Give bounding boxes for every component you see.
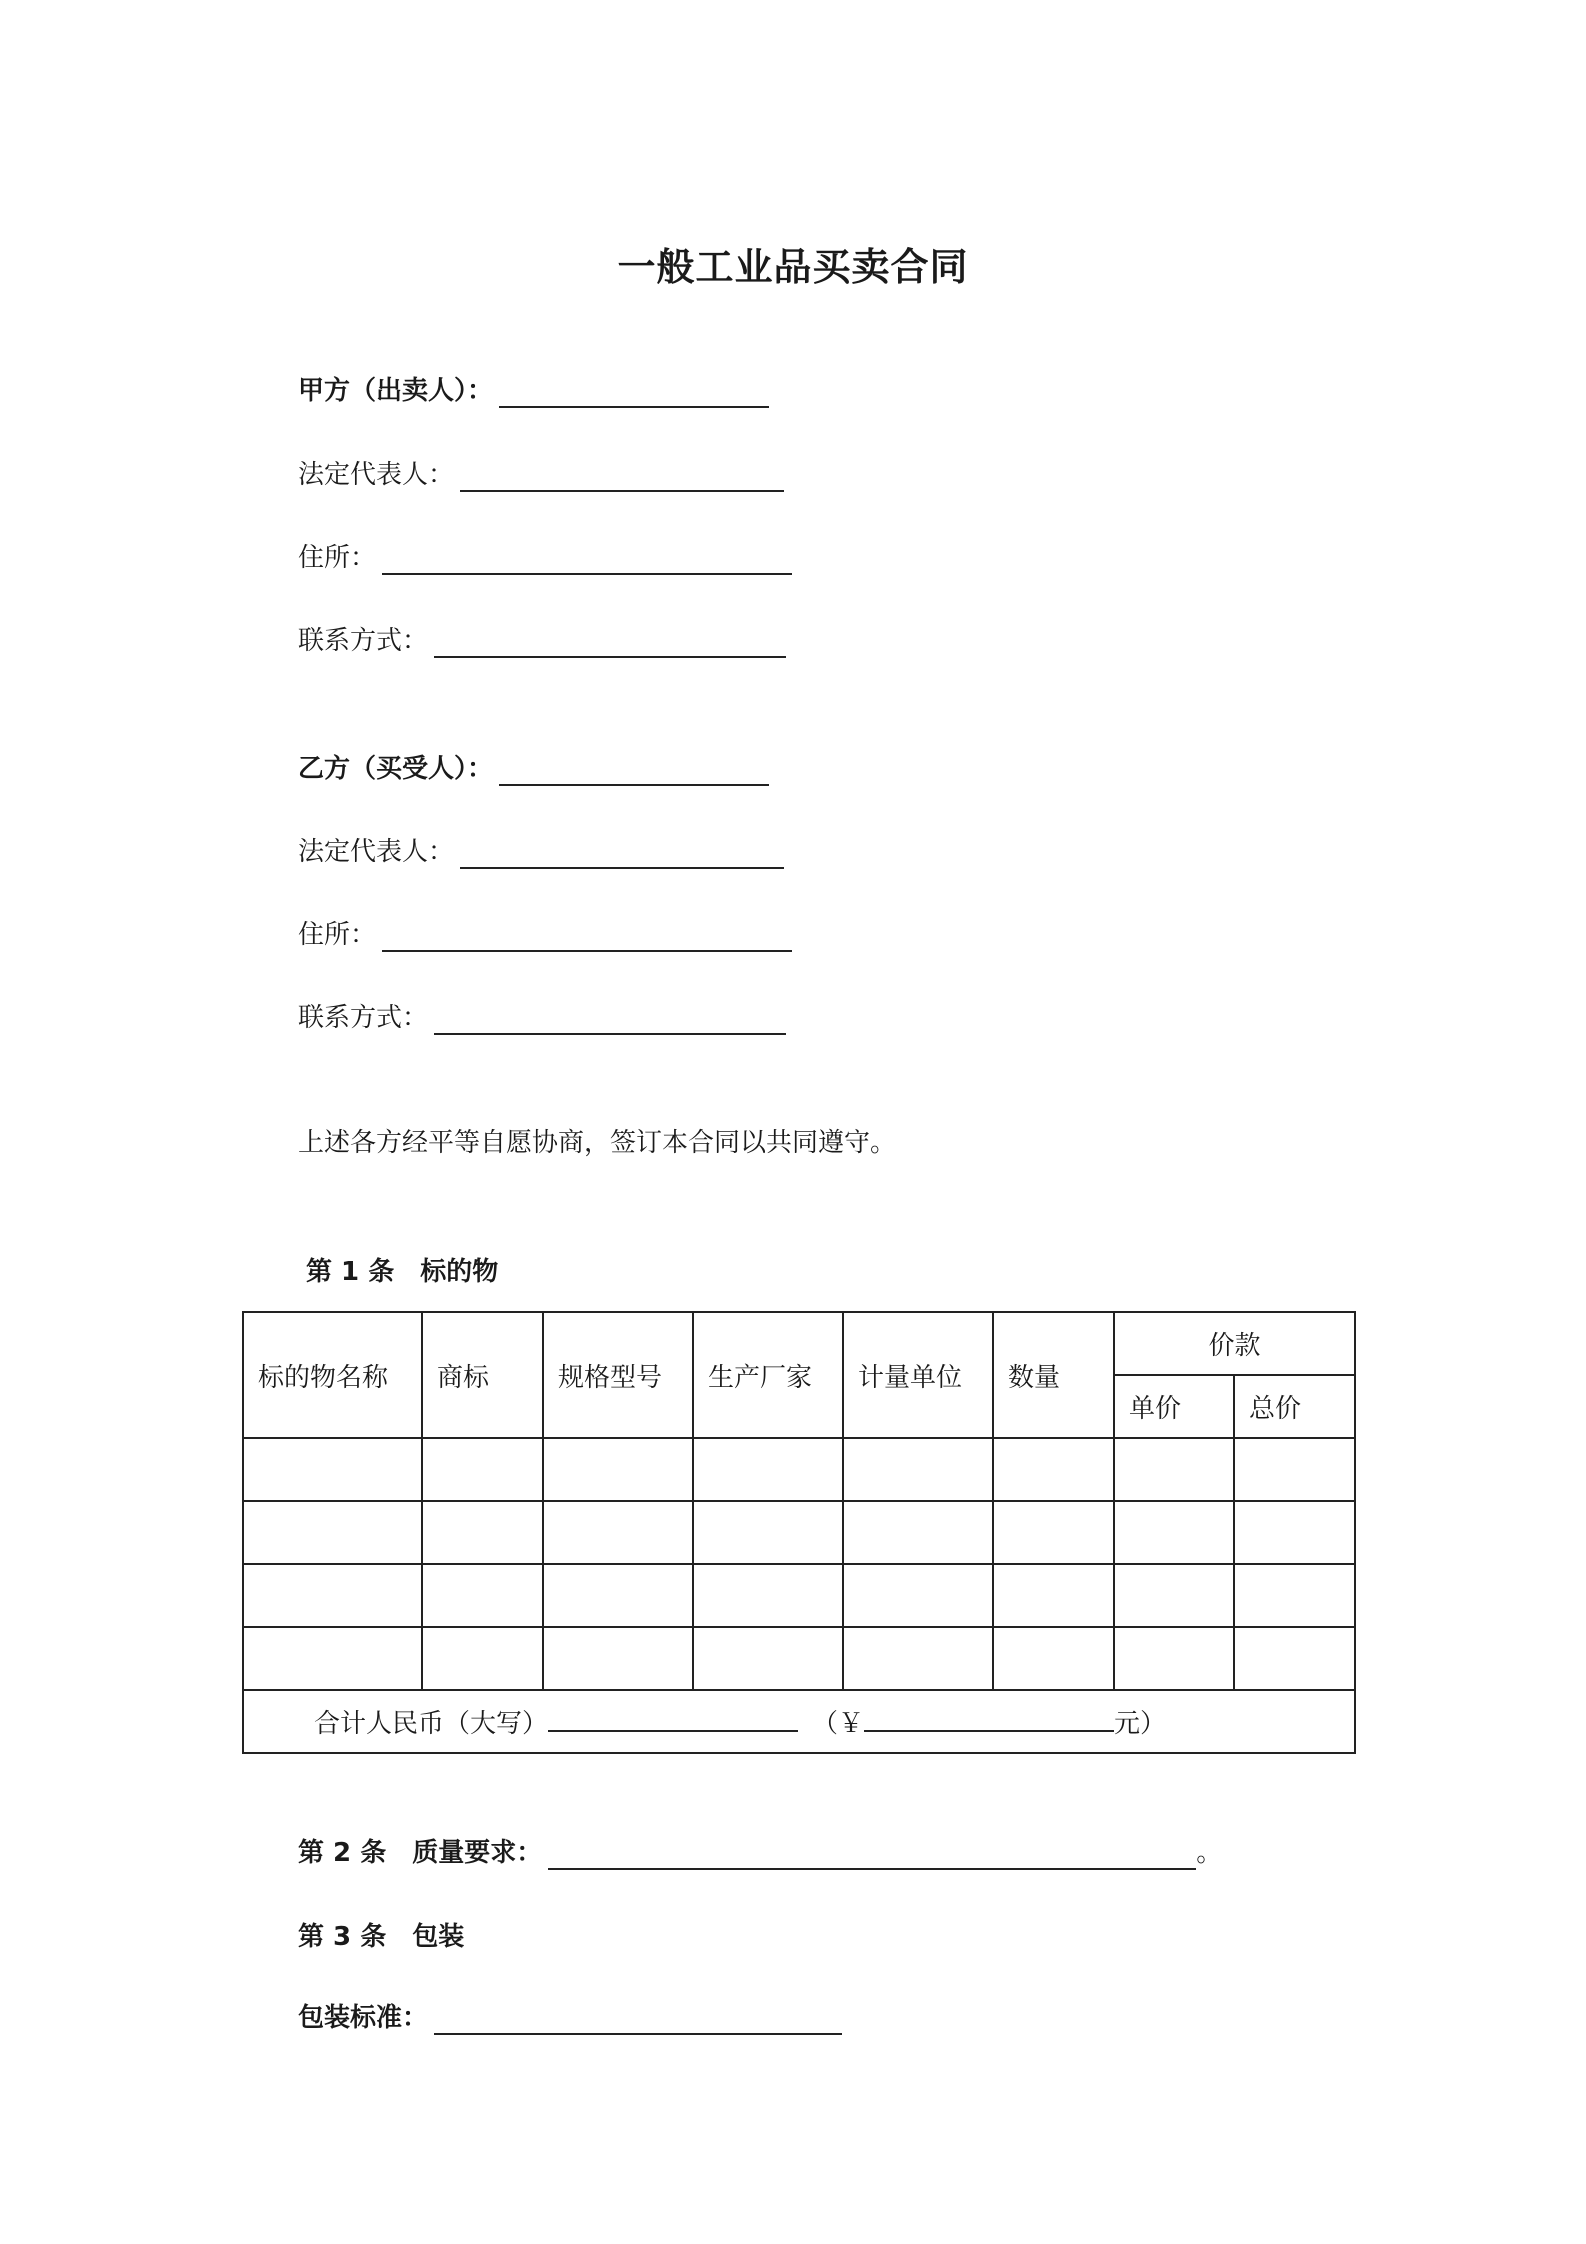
total-row xyxy=(243,1690,1355,1753)
party-b-address-field xyxy=(298,912,792,952)
contract-title: 一般工业品买卖合同 xyxy=(617,245,969,289)
table-cell[interactable] xyxy=(543,1564,693,1627)
party-a-contact-label: 联系方式： xyxy=(298,626,429,656)
total-uppercase-blank[interactable] xyxy=(548,1706,798,1732)
header-unit-price: 单价 xyxy=(1114,1375,1234,1438)
table-cell[interactable] xyxy=(1114,1501,1234,1564)
table-cell[interactable] xyxy=(1114,1564,1234,1627)
table-cell[interactable] xyxy=(693,1438,843,1501)
article2-field xyxy=(298,1830,1222,1870)
header-quantity: 数量 xyxy=(993,1312,1114,1438)
table-cell[interactable] xyxy=(1234,1627,1355,1690)
table-cell[interactable] xyxy=(543,1627,693,1690)
table-cell[interactable] xyxy=(993,1627,1114,1690)
table-cell[interactable] xyxy=(693,1501,843,1564)
table-cell[interactable] xyxy=(993,1438,1114,1501)
quality-requirements-blank[interactable] xyxy=(548,1838,1196,1870)
table-cell[interactable] xyxy=(422,1564,543,1627)
party-a-legal-rep-blank[interactable] xyxy=(460,460,784,492)
party-a-name-field xyxy=(298,368,769,408)
party-a-contact-field xyxy=(298,618,786,658)
table-cell[interactable] xyxy=(422,1627,543,1690)
party-a-address-field xyxy=(298,535,792,575)
table-cell[interactable] xyxy=(993,1501,1114,1564)
party-b-legal-rep-blank[interactable] xyxy=(460,837,784,869)
party-a-name-blank[interactable] xyxy=(499,376,769,408)
party-b-address-label: 住所： xyxy=(298,920,377,950)
party-a-address-blank[interactable] xyxy=(382,543,792,575)
article2-heading: 第 2 条 质量要求： xyxy=(298,1838,543,1868)
table-cell[interactable] xyxy=(843,1564,993,1627)
table-cell[interactable] xyxy=(243,1627,422,1690)
article1-heading xyxy=(306,1251,498,1288)
party-b-contact-blank[interactable] xyxy=(434,1003,786,1035)
total-yuan-open: （￥ xyxy=(812,1709,865,1739)
table-cell[interactable] xyxy=(422,1438,543,1501)
header-price: 价款 xyxy=(1114,1312,1355,1375)
table-cell[interactable] xyxy=(843,1438,993,1501)
total-label: 合计人民币（大写） xyxy=(314,1709,549,1739)
article3-heading-text: 第 3 条 包装 xyxy=(298,1922,465,1952)
party-b-name-blank[interactable] xyxy=(499,754,769,786)
table-cell[interactable] xyxy=(843,1627,993,1690)
party-b-contact-field xyxy=(298,995,786,1035)
header-unit: 计量单位 xyxy=(843,1312,993,1438)
packaging-standard-blank[interactable] xyxy=(434,2003,842,2035)
total-amount-blank[interactable] xyxy=(864,1706,1114,1732)
table-cell[interactable] xyxy=(1234,1438,1355,1501)
table-cell[interactable] xyxy=(543,1501,693,1564)
table-cell[interactable] xyxy=(993,1564,1114,1627)
table-cell[interactable] xyxy=(1234,1564,1355,1627)
table-cell[interactable] xyxy=(243,1564,422,1627)
table-cell[interactable] xyxy=(843,1501,993,1564)
party-b-name-field xyxy=(298,746,769,786)
goods-table xyxy=(242,1311,1356,1754)
table-cell[interactable] xyxy=(693,1627,843,1690)
packaging-label: 包装标准： xyxy=(298,2003,429,2033)
table-cell[interactable] xyxy=(1114,1438,1234,1501)
table-row xyxy=(243,1438,1355,1501)
party-a-address-label: 住所： xyxy=(298,543,377,573)
table-cell[interactable] xyxy=(422,1501,543,1564)
party-b-address-blank[interactable] xyxy=(382,920,792,952)
header-total-price: 总价 xyxy=(1234,1375,1355,1438)
total-yuan-suffix: 元） xyxy=(1114,1709,1167,1739)
header-trademark: 商标 xyxy=(422,1312,543,1438)
article3-heading xyxy=(298,1916,464,1953)
table-cell[interactable] xyxy=(543,1438,693,1501)
table-cell[interactable] xyxy=(243,1501,422,1564)
table-cell[interactable] xyxy=(243,1438,422,1501)
preamble-text: 上述各方经平等自愿协商，签订本合同以共同遵守。 xyxy=(298,1128,897,1158)
table-row xyxy=(243,1627,1355,1690)
party-a-legal-rep-field xyxy=(298,452,784,492)
party-b-legal-rep-label: 法定代表人： xyxy=(298,837,455,867)
party-a-contact-blank[interactable] xyxy=(434,626,786,658)
table-cell[interactable] xyxy=(693,1564,843,1627)
table-row xyxy=(243,1564,1355,1627)
header-manufacturer: 生产厂家 xyxy=(693,1312,843,1438)
article1-heading-text: 第 1 条 标的物 xyxy=(306,1257,499,1287)
header-goods-name: 标的物名称 xyxy=(243,1312,422,1438)
party-a-legal-rep-label: 法定代表人： xyxy=(298,460,455,490)
party-b-heading: 乙方（买受人）： xyxy=(298,754,494,784)
packaging-field xyxy=(298,1995,842,2035)
party-b-contact-label: 联系方式： xyxy=(298,1003,429,1033)
table-row xyxy=(243,1501,1355,1564)
party-a-heading: 甲方（出卖人）： xyxy=(298,376,494,406)
header-spec-model: 规格型号 xyxy=(543,1312,693,1438)
party-b-legal-rep-field xyxy=(298,829,784,869)
table-cell[interactable] xyxy=(1234,1501,1355,1564)
table-cell[interactable] xyxy=(1114,1627,1234,1690)
article2-end: 。 xyxy=(1196,1838,1223,1868)
